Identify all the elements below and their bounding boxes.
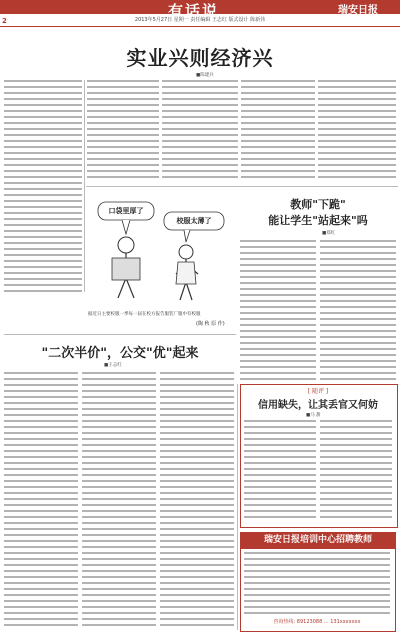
column-divider (237, 384, 238, 630)
newspaper-logo: 瑞安日报 (338, 5, 378, 16)
main-headline: 实业兴则经济兴 (126, 46, 274, 70)
main-byline: ■陈建兵 (196, 73, 214, 78)
cartoon (86, 190, 234, 310)
article-column (320, 240, 396, 380)
article-column (244, 420, 316, 520)
ad-text (244, 552, 390, 614)
article-column (318, 80, 396, 182)
article-column (87, 80, 159, 182)
article-column (320, 420, 392, 520)
page-number: 2 (2, 17, 7, 25)
section-divider (4, 334, 236, 335)
article-column (4, 372, 78, 630)
section-title: 有话说 (168, 2, 220, 20)
section-divider (86, 186, 398, 187)
article-column (241, 80, 315, 182)
ad-phone: 咨询热线: 89123088 ... 131xxxxxxx (273, 619, 361, 625)
article4-byline: ■马 甜 (306, 413, 321, 418)
article-column (82, 372, 156, 630)
article-column (240, 240, 316, 380)
ad-title: 瑞安日报培训中心招聘教师 (240, 532, 396, 548)
article-column (4, 80, 82, 292)
article-column (160, 372, 234, 630)
bubble-left-text: 口袋里厚了 (108, 207, 144, 215)
commentary-tag: [ 随评 ] (307, 388, 329, 395)
article-column (162, 80, 238, 182)
article2-headline-line1: 教师"下跪" (290, 198, 346, 211)
cartoon-caption: 据近日主要校服一季每一届在校方报告服装厂服中有校服 (88, 312, 201, 317)
article3-byline: ■王志红 (104, 363, 122, 368)
article2-byline: ■郑红 (322, 231, 336, 236)
article4-headline: 信用缺失，让其丢官又何妨 (258, 400, 378, 411)
bubble-right-text: 校服太薄了 (176, 217, 212, 225)
article2-headline-line2: 能让学生"站起来"吗 (268, 214, 368, 227)
column-divider (84, 80, 85, 292)
article3-headline: "二次半价"，公交"优"起来 (41, 346, 199, 361)
page-meta: 2013年5月27日 星期一 责任编辑 王志红 版式设计 陈新伟 (0, 15, 400, 27)
cartoon-credit: (陶 秋 原 作) (196, 321, 225, 327)
